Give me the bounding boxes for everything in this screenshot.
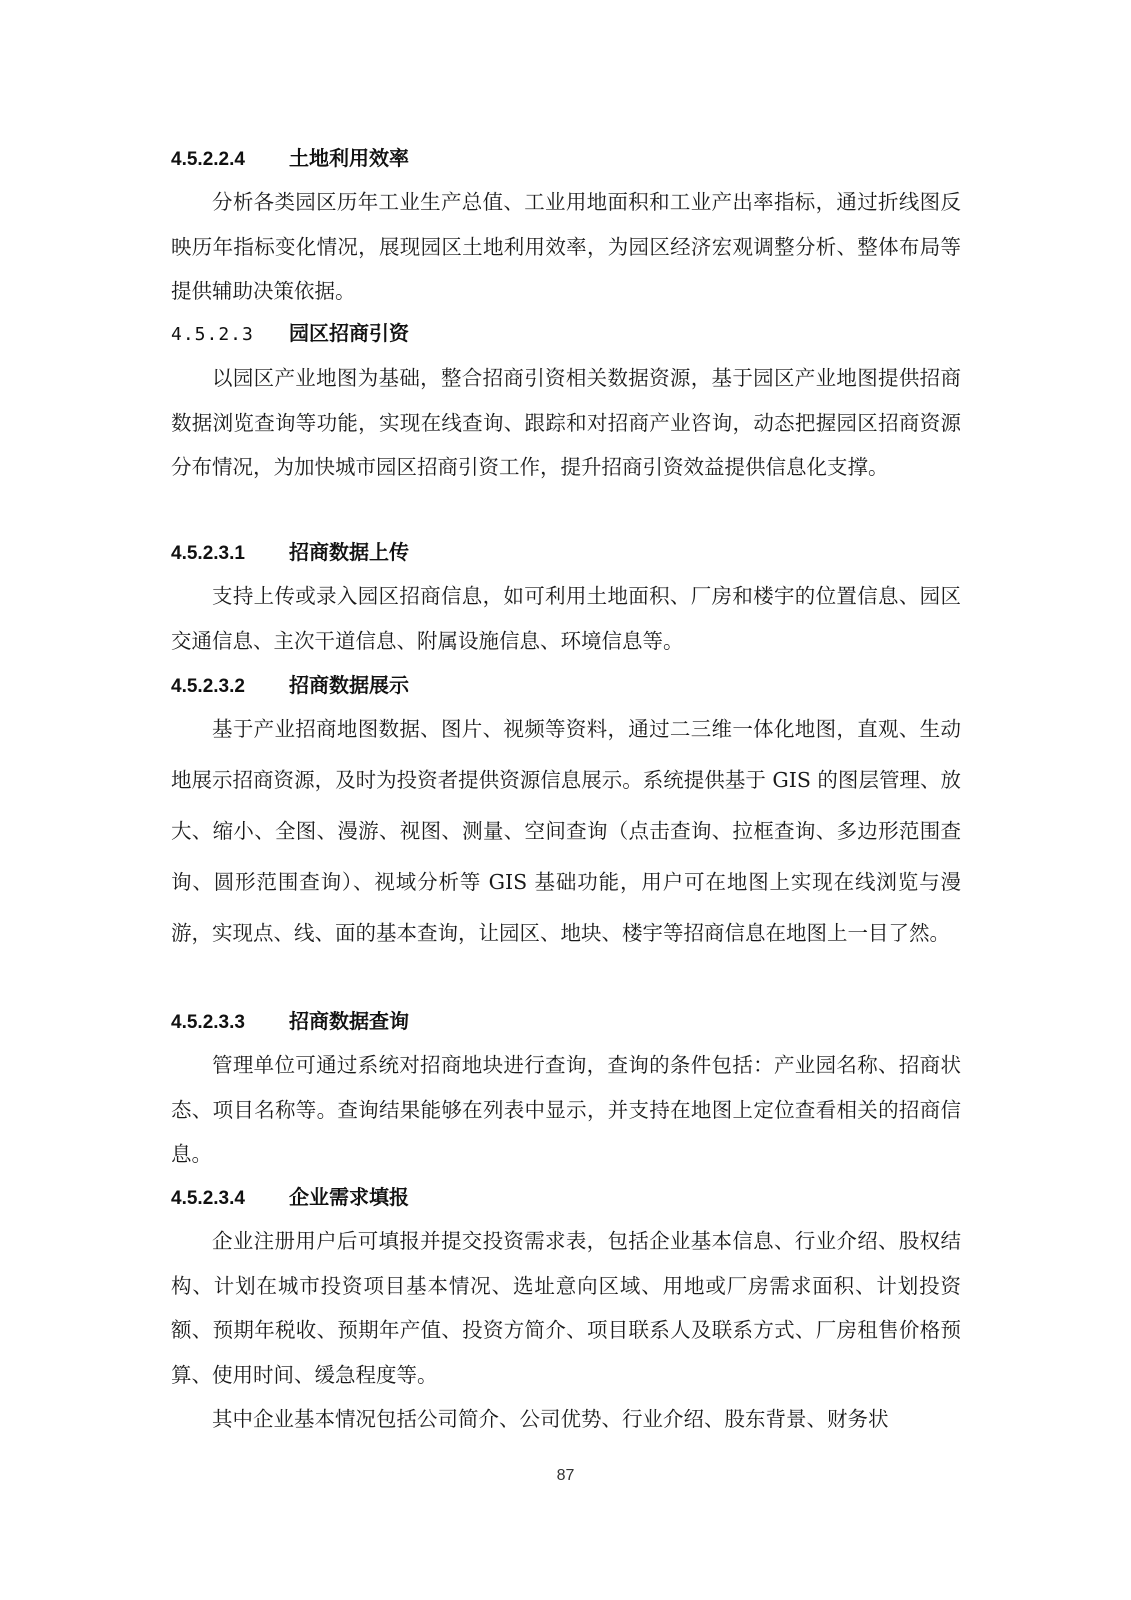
section-heading [171,1006,961,1038]
paragraph: 支持上传或录入园区招商信息，如可利用土地面积、厂房和楼宇的位置信息、园区交通信息、主次干道信息、附属设施信息、环境信息等。 [171,584,961,653]
paragraph: 以园区产业地图为基础，整合招商引资相关数据资源，基于园区产业地图提供招商数据浏览查询等功能，实现在线查询、跟踪和对招商产业咨询，动态把握园区招商资源分布情况，为加快城市园区招商引资工作，提升招商引资效益提供信息化支撑。 [171,366,961,479]
section-title: 土地利用效率 [289,146,409,170]
section-number: 4.5.2.3 [171,324,254,345]
paragraph: 企业注册用户后可填报并提交投资需求表，包括企业基本信息、行业介绍、股权结构、计划在城市投资项目基本情况、选址意向区域、用地或厂房需求面积、计划投资额、预期年税收、预期年产值、投资方简介、项目联系人及联系方式、厂房租售价格预算、使用时间、缓急程度等。 [171,1229,961,1387]
section-number: 4.5.2.3.2 [171,676,245,697]
section-number: 4.5.2.2.4 [171,149,245,170]
section-title: 企业需求填报 [289,1185,409,1209]
section-heading [171,670,961,702]
section-body [171,356,961,490]
section-heading [171,143,961,175]
section-body [171,704,961,959]
paragraph: 其中企业基本情况包括公司简介、公司优势、行业介绍、股东背景、财务状 [212,1407,889,1431]
section-heading [171,1182,961,1214]
paragraph: 管理单位可通过系统对招商地块进行查询，查询的条件包括：产业园名称、招商状态、项目名称等。查询结果能够在列表中显示，并支持在地图上定位查看相关的招商信息。 [171,1053,961,1166]
section-number: 4.5.2.3.1 [171,543,245,564]
section-title: 招商数据展示 [289,673,409,697]
section-body [171,1043,961,1177]
section-body [171,1219,961,1442]
paragraph: 基于产业招商地图数据、图片、视频等资料，通过二三维一体化地图，直观、生动地展示招商资源，及时为投资者提供资源信息展示。系统提供基于 GIS 的图层管理、放大、缩小、全图、漫游、视图、测量、空间查询（点击查询、拉框查询、多边形范围查询、圆形范围查询）、视域分析等 GIS 基础功能，用户可在地图上实现在线浏览与漫游，实现点、线、面的基本查询，让园区、地块、楼宇等招商信息在地图上一目了然。 [171,717,961,945]
page-number: 87 [556,1467,575,1484]
section-heading [171,537,961,569]
paragraph: 分析各类园区历年工业生产总值、工业用地面积和工业产出率指标，通过折线图反映历年指标变化情况，展现园区土地利用效率，为园区经济宏观调整分析、整体布局等提供辅助决策依据。 [171,190,961,303]
section-body [171,574,961,663]
section-number: 4.5.2.3.3 [171,1012,245,1033]
section-number: 4.5.2.3.4 [171,1188,245,1209]
section-title: 招商数据查询 [289,1009,409,1033]
section-title: 园区招商引资 [289,321,409,345]
section-body [171,180,961,314]
section-title: 招商数据上传 [289,540,409,564]
section-heading [171,318,961,350]
